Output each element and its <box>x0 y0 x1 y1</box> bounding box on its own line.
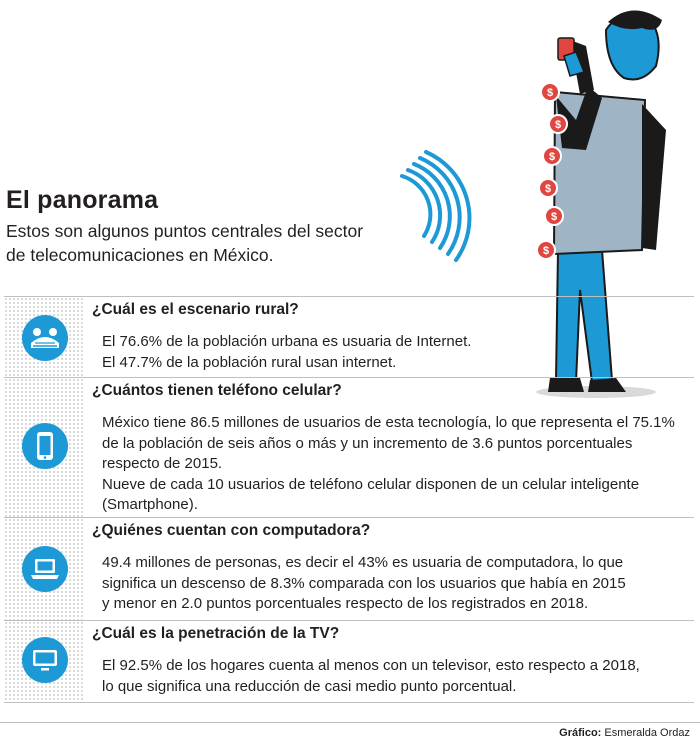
section-question: ¿Cuál es el escenario rural? <box>92 301 299 318</box>
answer-line: El 76.6% de la población urbana es usuaria de Internet. <box>102 333 472 350</box>
intro-line: de telecomunicaciones en México. <box>6 245 274 265</box>
sections-list <box>4 296 694 703</box>
answer-line: 49.4 millones de personas, es decir el 43% es usuaria de computadora, lo que <box>102 554 624 571</box>
answer-line: El 47.7% de la población rural usan internet. <box>102 353 397 371</box>
wifi-waves-icon <box>402 152 469 260</box>
section-tv <box>4 620 694 703</box>
section-question: ¿Quiénes cuentan con computadora? <box>92 522 371 539</box>
credit-label: Gráfico: <box>559 727 602 739</box>
intro-text <box>6 219 406 267</box>
smartphone-icon <box>22 423 68 469</box>
section-rural <box>4 296 694 377</box>
section-question: ¿Cuál es la penetración de la TV? <box>92 625 340 642</box>
section-answer <box>102 413 682 516</box>
section-answer <box>102 332 682 373</box>
footer-divider <box>0 722 700 723</box>
svg-text:$: $ <box>542 245 550 257</box>
answer-line: lo que significa una reducción de casi medio punto porcentual. <box>102 677 517 695</box>
answer-line: El 92.5% de los hogares cuenta al menos con un televisor, esto respecto a 2018, <box>102 657 640 674</box>
svg-text:$: $ <box>554 119 562 131</box>
answer-line: de la población de seis años o más y un incremento de 3.6 puntos porcentuales <box>102 434 633 452</box>
answer-line: significa un descenso de 8.3% comparada con los usuarios que había en 2015 <box>102 574 626 592</box>
answer-line: (Smartphone). <box>102 496 198 513</box>
answer-line: México tiene 86.5 millones de usuarios de esta tecnología, lo que representa el 75.1% <box>102 414 675 431</box>
svg-text:$: $ <box>550 211 558 223</box>
rural-landscape-icon <box>22 315 68 361</box>
section-answer <box>102 656 682 697</box>
section-answer <box>102 553 682 615</box>
page-title: El panorama <box>6 186 159 214</box>
answer-line: y menor en 2.0 puntos porcentuales respecto de los registrados en 2018. <box>102 595 589 612</box>
section-question: ¿Cuántos tienen teléfono celular? <box>92 382 342 399</box>
svg-text:$: $ <box>544 183 552 195</box>
section-celular <box>4 377 694 517</box>
tv-icon <box>22 637 68 683</box>
answer-line: Nueve de cada 10 usuarios de teléfono celular disponen de un celular inteligente <box>102 475 640 493</box>
graphic-credit <box>559 727 690 739</box>
answer-line: respecto de 2015. <box>102 455 223 472</box>
laptop-icon <box>22 546 68 592</box>
intro-line: Estos son algunos puntos centrales del sector <box>6 221 364 241</box>
svg-text:$: $ <box>548 151 556 163</box>
svg-text:$: $ <box>546 87 554 99</box>
credit-name: Esmeralda Ordaz <box>604 727 690 739</box>
section-computadora <box>4 517 694 620</box>
